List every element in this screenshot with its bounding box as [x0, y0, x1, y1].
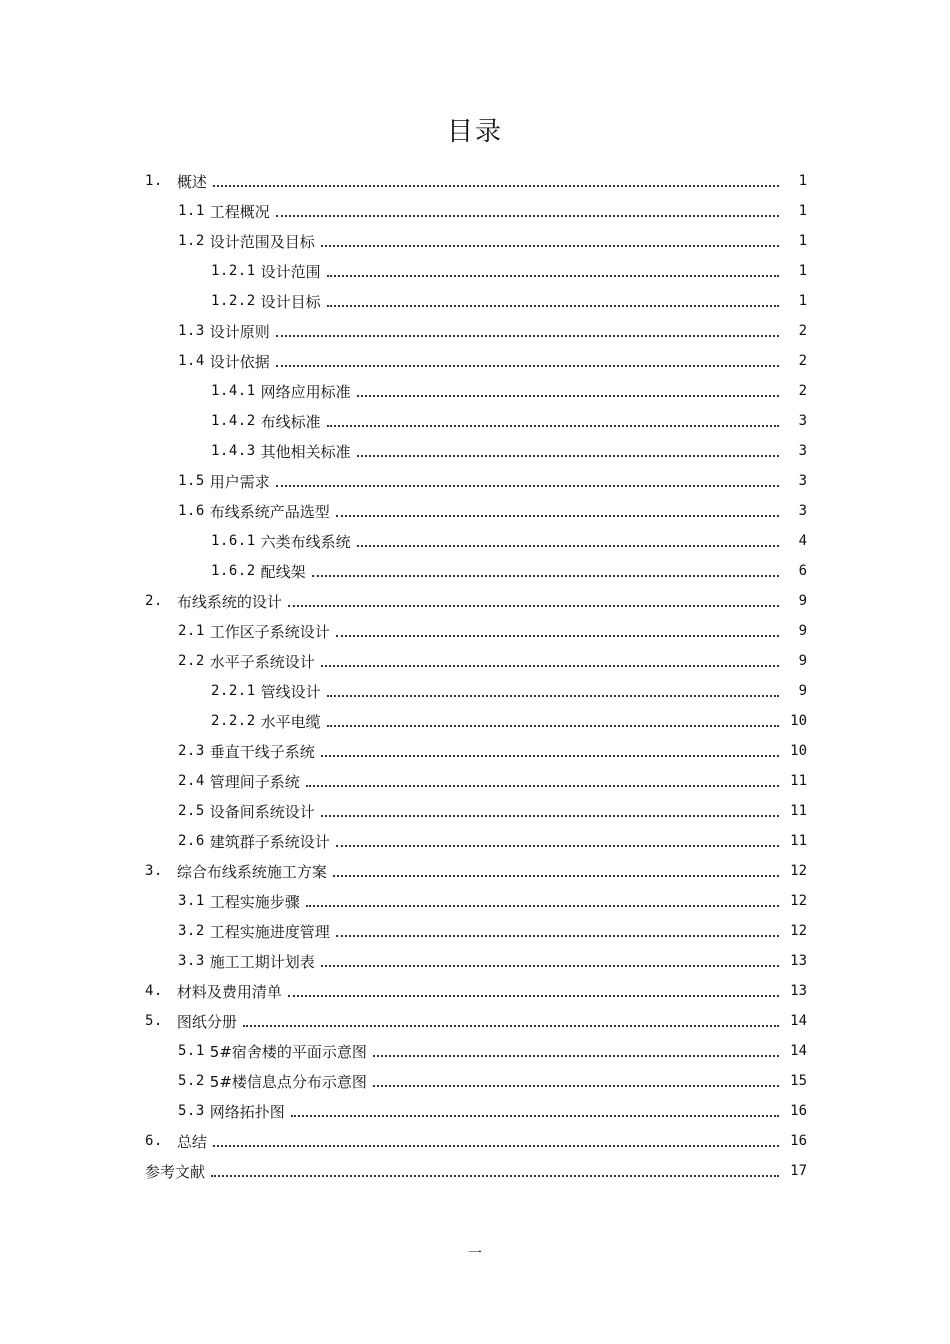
toc-entry-title: 概述: [176, 172, 207, 191]
toc-entry-title: 配线架: [260, 562, 306, 581]
toc-entry-title: 布线标准: [260, 412, 321, 431]
toc-entry-number: 1.4.1: [211, 383, 256, 399]
toc-entry[interactable]: [0, 676, 950, 706]
toc-entry[interactable]: [0, 226, 950, 256]
dot-leader: [321, 664, 779, 667]
dot-leader: [288, 994, 779, 997]
dot-leader: [373, 1054, 779, 1057]
dot-leader: [276, 364, 779, 367]
toc-entry-title: 网络应用标准: [260, 382, 351, 401]
toc-entry-page: 9: [798, 623, 807, 639]
toc-entry-title: 工程实施步骤: [209, 892, 300, 911]
dot-leader: [243, 1024, 779, 1027]
toc-entry-number: 1.3: [178, 323, 205, 339]
toc-entry-title: 水平电缆: [260, 712, 321, 731]
toc-entry-number: 2.2: [178, 653, 205, 669]
toc-entry-page: 17: [790, 1163, 807, 1179]
dot-leader: [327, 424, 779, 427]
toc-entry-number: 3.2: [178, 923, 205, 939]
toc-entry-number: 1.5: [178, 473, 205, 489]
dot-leader: [336, 844, 779, 847]
dot-leader: [276, 214, 779, 217]
toc-entry[interactable]: [0, 586, 950, 616]
toc-entry[interactable]: [0, 616, 950, 646]
toc-entry-title: 工程概况: [209, 202, 270, 221]
toc-entry-number: 2.5: [178, 803, 205, 819]
toc-entry-page: 2: [798, 353, 807, 369]
toc-entry[interactable]: [0, 316, 950, 346]
dot-leader: [306, 904, 779, 907]
dot-leader: [373, 1084, 779, 1087]
dot-leader: [211, 1174, 779, 1177]
toc-entry-page: 11: [790, 803, 807, 819]
toc-entry-title: 设计目标: [260, 292, 321, 311]
toc-entry-title: 管线设计: [260, 682, 321, 701]
toc-entry-page: 14: [790, 1043, 807, 1059]
toc-entry[interactable]: [0, 1006, 950, 1036]
toc-entry-page: 13: [790, 953, 807, 969]
toc-entry-title: 设计依据: [209, 352, 270, 371]
toc-entry-number: 2.1: [178, 623, 205, 639]
dot-leader: [321, 244, 779, 247]
toc-entry-title: 图纸分册: [176, 1012, 237, 1031]
toc-entry[interactable]: [0, 526, 950, 556]
toc-entry-title: 参考文献: [145, 1162, 206, 1181]
toc-entry-title: 设备间系统设计: [209, 802, 315, 821]
toc-entry[interactable]: [0, 1066, 950, 1096]
toc-entry-title: 垂直干线子系统: [209, 742, 315, 761]
toc-entry-number: 5.3: [178, 1103, 205, 1119]
toc-entry-number: 2.4: [178, 773, 205, 789]
toc-entry-title: 施工工期计划表: [209, 952, 315, 971]
dot-leader: [321, 964, 779, 967]
toc-entry-number: 1.2: [178, 233, 205, 249]
toc-entry-page: 16: [790, 1103, 807, 1119]
dot-leader: [327, 724, 779, 727]
toc-entry-number: 6.: [145, 1133, 163, 1149]
toc-entry[interactable]: [0, 646, 950, 676]
toc-entry-number: 5.1: [178, 1043, 205, 1059]
toc-entry-title: 六类布线系统: [260, 532, 351, 551]
toc-entry-number: 1.1: [178, 203, 205, 219]
dot-leader: [276, 484, 779, 487]
toc-entry-title: 建筑群子系统设计: [209, 832, 330, 851]
toc-entry-number: 1.4.3: [211, 443, 256, 459]
toc-entry-title: 材料及费用清单: [176, 982, 282, 1001]
toc-entry-page: 9: [798, 683, 807, 699]
toc-entry[interactable]: [0, 1156, 950, 1186]
toc-entry-number: 2.2.1: [211, 683, 256, 699]
toc-entry[interactable]: [0, 886, 950, 916]
toc-entry-page: 2: [798, 323, 807, 339]
toc-entry-number: 5.: [145, 1013, 163, 1029]
toc-entry-title: 用户需求: [209, 472, 270, 491]
toc-entry[interactable]: [0, 256, 950, 286]
toc-entry[interactable]: [0, 1036, 950, 1066]
toc-entry-title: 工程实施进度管理: [209, 922, 330, 941]
toc-entry-page: 3: [798, 503, 807, 519]
toc-entry-page: 3: [798, 443, 807, 459]
toc-entry-number: 1.2.2: [211, 293, 256, 309]
dot-leader: [312, 574, 779, 577]
dot-leader: [321, 814, 779, 817]
toc-entry-page: 1: [798, 233, 807, 249]
toc-entry[interactable]: [0, 166, 950, 196]
toc-entry-title: 总结: [176, 1132, 207, 1151]
toc-entry[interactable]: [0, 496, 950, 526]
toc-entry[interactable]: [0, 706, 950, 736]
toc-entry-number: 4.: [145, 983, 163, 999]
dot-leader: [336, 934, 779, 937]
toc-entry-title: 设计范围: [260, 262, 321, 281]
toc-entry[interactable]: [0, 436, 950, 466]
toc-entry-title: 网络拓扑图: [209, 1102, 285, 1121]
toc-entry-page: 9: [798, 653, 807, 669]
toc-entry[interactable]: [0, 796, 950, 826]
dot-leader: [213, 1144, 779, 1147]
toc-entry-number: 3.: [145, 863, 163, 879]
toc-entry-title: 综合布线系统施工方案: [176, 862, 327, 881]
dot-leader: [336, 514, 779, 517]
toc-entry-title: 设计原则: [209, 322, 270, 341]
toc-entry[interactable]: [0, 466, 950, 496]
toc-entry-page: 2: [798, 383, 807, 399]
dot-leader: [213, 184, 779, 187]
toc-entry-title: 工作区子系统设计: [209, 622, 330, 641]
toc-entry-title: 其他相关标准: [260, 442, 351, 461]
dot-leader: [321, 754, 779, 757]
toc-entry[interactable]: [0, 1126, 950, 1156]
toc-entry-page: 11: [790, 773, 807, 789]
toc-entry-number: 5.2: [178, 1073, 205, 1089]
toc-entry-number: 1.: [145, 173, 163, 189]
toc-entry-page: 1: [798, 263, 807, 279]
toc-entry-title: 布线系统的设计: [176, 592, 282, 611]
toc-entry[interactable]: [0, 1096, 950, 1126]
toc-entry-page: 10: [790, 743, 807, 759]
toc-entry[interactable]: [0, 736, 950, 766]
dot-leader: [276, 334, 779, 337]
toc-entry-number: 2.6: [178, 833, 205, 849]
toc-entry-page: 12: [790, 893, 807, 909]
dot-leader: [306, 784, 779, 787]
dot-leader: [336, 634, 779, 637]
toc-entry[interactable]: [0, 286, 950, 316]
toc-entry-number: 1.2.1: [211, 263, 256, 279]
toc-entry-page: 1: [798, 293, 807, 309]
toc-entry[interactable]: [0, 556, 950, 586]
toc-entry[interactable]: [0, 406, 950, 436]
toc-entry-number: 1.6: [178, 503, 205, 519]
toc-entry[interactable]: [0, 346, 950, 376]
page-title: 目录: [446, 117, 503, 147]
page-number-footer: 一: [468, 1246, 482, 1262]
toc-entry-page: 10: [790, 713, 807, 729]
toc-entry[interactable]: [0, 196, 950, 226]
toc-entry-number: 3.1: [178, 893, 205, 909]
toc-entry-page: 9: [798, 593, 807, 609]
toc-entry[interactable]: [0, 916, 950, 946]
dot-leader: [333, 874, 779, 877]
toc-entry[interactable]: [0, 376, 950, 406]
toc-entry[interactable]: [0, 856, 950, 886]
toc-entry-page: 13: [790, 983, 807, 999]
dot-leader: [327, 694, 779, 697]
toc-entry-title: 5#楼信息点分布示意图: [209, 1072, 367, 1091]
toc-entry-title: 管理间子系统: [209, 772, 300, 791]
toc-entry-number: 2.2.2: [211, 713, 256, 729]
toc-entry-page: 1: [798, 173, 807, 189]
dot-leader: [327, 304, 779, 307]
toc-entry-page: 6: [798, 563, 807, 579]
toc-entry-title: 5#宿舍楼的平面示意图: [209, 1042, 367, 1061]
dot-leader: [288, 604, 779, 607]
table-of-contents: [0, 166, 950, 1186]
toc-entry-page: 14: [790, 1013, 807, 1029]
toc-entry-number: 1.4: [178, 353, 205, 369]
toc-entry-number: 1.6.2: [211, 563, 256, 579]
toc-entry[interactable]: [0, 766, 950, 796]
dot-leader: [291, 1114, 779, 1117]
toc-entry-page: 12: [790, 923, 807, 939]
toc-entry-title: 设计范围及目标: [209, 232, 315, 251]
toc-entry-page: 3: [798, 413, 807, 429]
toc-entry-title: 水平子系统设计: [209, 652, 315, 671]
toc-entry-page: 12: [790, 863, 807, 879]
toc-entry-title: 布线系统产品选型: [209, 502, 330, 521]
dot-leader: [357, 394, 779, 397]
toc-entry[interactable]: [0, 976, 950, 1006]
toc-entry-number: 2.: [145, 593, 163, 609]
toc-entry-number: 1.4.2: [211, 413, 256, 429]
toc-entry-number: 1.6.1: [211, 533, 256, 549]
toc-entry-page: 4: [798, 533, 807, 549]
dot-leader: [357, 544, 779, 547]
toc-entry-page: 1: [798, 203, 807, 219]
dot-leader: [357, 454, 779, 457]
toc-entry-number: 2.3: [178, 743, 205, 759]
toc-entry[interactable]: [0, 946, 950, 976]
toc-entry-number: 3.3: [178, 953, 205, 969]
toc-entry-page: 15: [790, 1073, 807, 1089]
toc-entry[interactable]: [0, 826, 950, 856]
toc-entry-page: 16: [790, 1133, 807, 1149]
dot-leader: [327, 274, 779, 277]
toc-entry-page: 11: [790, 833, 807, 849]
toc-entry-page: 3: [798, 473, 807, 489]
